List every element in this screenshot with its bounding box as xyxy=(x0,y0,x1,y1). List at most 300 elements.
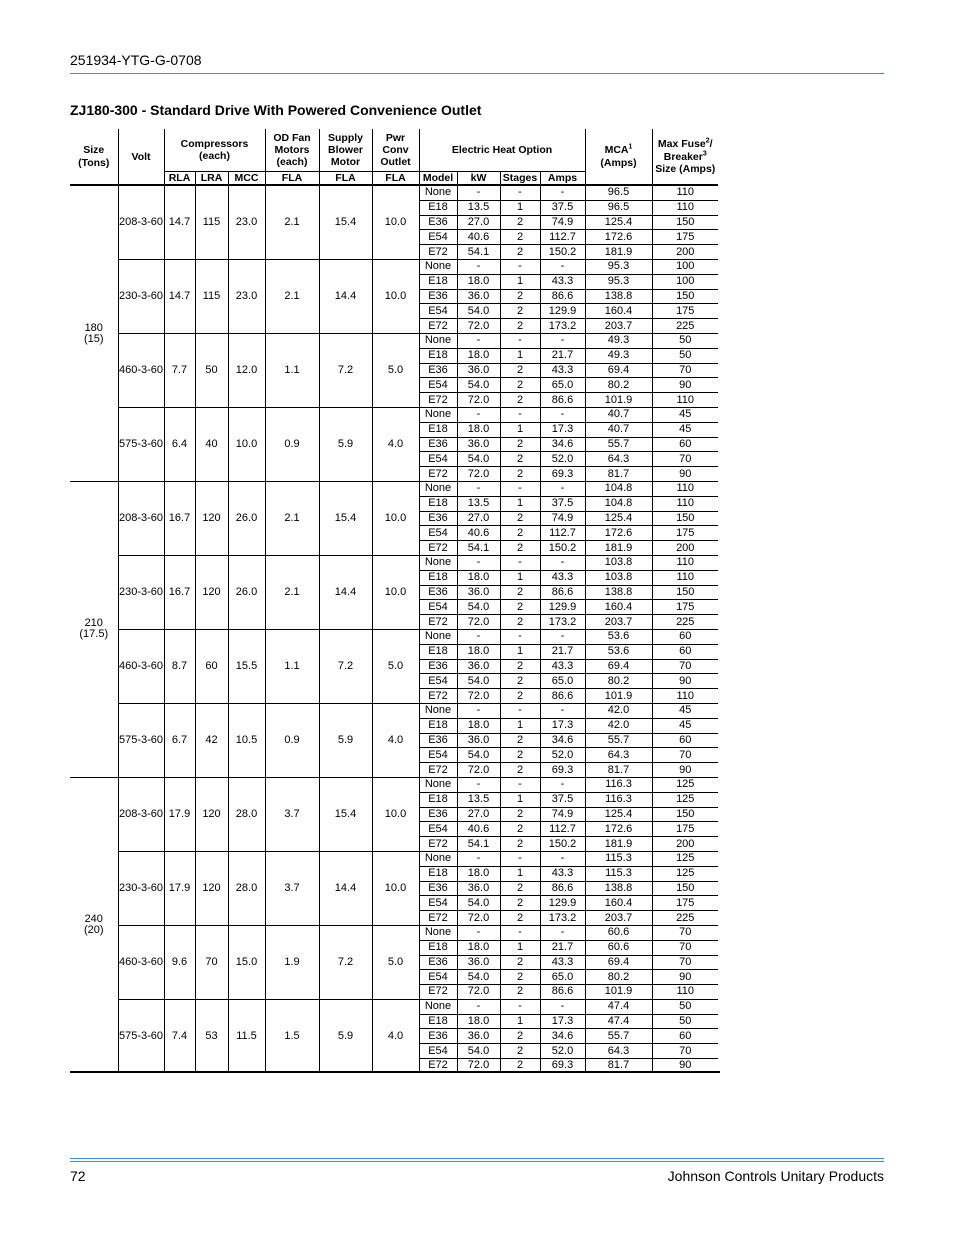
pwr-conv-fla-cell: 5.0 xyxy=(372,629,419,703)
mca-cell: 138.8 xyxy=(585,289,652,304)
kw-cell: 36.0 xyxy=(457,289,500,304)
amps-cell: - xyxy=(540,482,585,497)
kw-cell: - xyxy=(457,408,500,423)
stages-cell: 1 xyxy=(500,940,540,955)
stages-cell: 2 xyxy=(500,763,540,778)
stages-cell: - xyxy=(500,185,540,200)
volt-cell: 460-3-60 xyxy=(118,629,164,703)
od-fan-fla-cell: 0.9 xyxy=(265,408,319,482)
model-cell: E18 xyxy=(419,496,457,511)
stages-cell: - xyxy=(500,260,540,275)
mca-cell: 125.4 xyxy=(585,807,652,822)
electrical-data-table xyxy=(70,129,718,1073)
kw-cell: 54.0 xyxy=(457,748,500,763)
amps-cell: 37.5 xyxy=(540,792,585,807)
size-tons: (17.5) xyxy=(79,628,109,641)
mca-cell: 81.7 xyxy=(585,1059,652,1073)
max-fuse-cell: 90 xyxy=(679,1059,692,1072)
section-title: ZJ180-300 - Standard Drive With Powered Convenience Outlet xyxy=(70,102,482,118)
max-fuse-cell: 125 xyxy=(652,777,718,792)
od-fan-fla-cell: 3.7 xyxy=(265,777,319,851)
amps-cell: - xyxy=(540,185,585,200)
stages-cell: - xyxy=(500,555,540,570)
amps-cell: 112.7 xyxy=(540,230,585,245)
stages-cell: 2 xyxy=(500,541,540,556)
mcc-cell: 15.5 xyxy=(228,629,265,703)
header-mca xyxy=(585,129,652,185)
stages-cell: 2 xyxy=(500,985,540,1000)
max-fuse-cell: 50 xyxy=(652,1014,718,1029)
stages-cell: 2 xyxy=(500,511,540,526)
od-fan-fla-cell: 2.1 xyxy=(265,260,319,334)
kw-cell: 18.0 xyxy=(457,570,500,585)
header-mca-unit: (Amps) xyxy=(600,156,637,169)
lra-cell: 40 xyxy=(195,408,228,482)
max-fuse-cell: 45 xyxy=(652,408,718,423)
lra-cell: 53 xyxy=(195,999,228,1072)
pwr-conv-fla-cell: 10.0 xyxy=(372,555,419,629)
volt-cell: 575-3-60 xyxy=(118,703,164,777)
mca-cell: 64.3 xyxy=(585,748,652,763)
kw-cell: - xyxy=(457,777,500,792)
kw-cell: 40.6 xyxy=(457,526,500,541)
stages-cell: 1 xyxy=(500,792,540,807)
amps-cell: 69.3 xyxy=(540,467,585,482)
header-breaker-label: / Breaker xyxy=(663,138,713,163)
model-cell: E36 xyxy=(419,807,457,822)
header-volt: Volt xyxy=(118,129,164,185)
stages-cell: 2 xyxy=(500,1029,540,1044)
mcc-cell: 26.0 xyxy=(228,555,265,629)
amps-cell: 65.0 xyxy=(540,970,585,985)
max-fuse-cell: 150 xyxy=(652,807,718,822)
kw-cell: 13.5 xyxy=(457,200,500,215)
mca-cell: 69.4 xyxy=(585,363,652,378)
lra-cell: 120 xyxy=(195,777,228,851)
rla-cell: 7.4 xyxy=(164,999,195,1072)
pwr-conv-fla-cell: 5.0 xyxy=(372,334,419,408)
mca-cell: 47.4 xyxy=(585,1014,652,1029)
model-cell: E54 xyxy=(419,1044,457,1059)
rla-cell: 17.9 xyxy=(164,777,195,851)
model-cell: E18 xyxy=(419,644,457,659)
model-cell: None xyxy=(419,851,457,866)
max-fuse-cell: 175 xyxy=(652,230,718,245)
stages-cell: 2 xyxy=(500,245,540,260)
model-cell: E72 xyxy=(419,393,457,408)
mca-cell: 69.4 xyxy=(585,659,652,674)
stages-cell: 2 xyxy=(500,955,540,970)
amps-cell: 173.2 xyxy=(540,615,585,630)
mca-cell: 81.7 xyxy=(585,467,652,482)
model-cell: E72 xyxy=(419,615,457,630)
size-cell xyxy=(70,185,118,481)
amps-cell: 69.3 xyxy=(540,1059,585,1073)
kw-cell: - xyxy=(457,629,500,644)
max-fuse-cell: 125 xyxy=(652,851,718,866)
max-fuse-cell: 45 xyxy=(652,422,718,437)
amps-cell: 74.9 xyxy=(540,511,585,526)
mca-cell: 55.7 xyxy=(585,733,652,748)
amps-cell: - xyxy=(540,408,585,423)
max-fuse-cell: 110 xyxy=(652,985,718,1000)
volt-cell: 208-3-60 xyxy=(118,482,164,556)
pwr-conv-fla-cell: 10.0 xyxy=(372,185,419,259)
rla-cell: 6.4 xyxy=(164,408,195,482)
max-fuse-cell: 50 xyxy=(652,334,718,349)
max-fuse-cell: 60 xyxy=(652,437,718,452)
header-amps: Amps xyxy=(540,172,585,186)
kw-cell: 54.1 xyxy=(457,245,500,260)
pwr-conv-fla-cell: 10.0 xyxy=(372,851,419,925)
model-cell: E36 xyxy=(419,659,457,674)
kw-cell: 54.0 xyxy=(457,304,500,319)
table-row xyxy=(70,851,718,866)
kw-cell: 54.0 xyxy=(457,1044,500,1059)
amps-cell: 17.3 xyxy=(540,718,585,733)
mcc-cell: 11.5 xyxy=(228,999,265,1072)
stages-cell: 2 xyxy=(500,615,540,630)
max-fuse-cell: 45 xyxy=(652,703,718,718)
kw-cell: 72.0 xyxy=(457,763,500,778)
mca-cell: 181.9 xyxy=(585,245,652,260)
rla-cell: 16.7 xyxy=(164,482,195,556)
blower-fla-cell: 5.9 xyxy=(319,703,372,777)
rla-cell: 6.7 xyxy=(164,703,195,777)
header-electric-heat: Electric Heat Option xyxy=(419,129,585,172)
max-fuse-cell: 110 xyxy=(652,689,718,704)
mca-cell: 172.6 xyxy=(585,822,652,837)
stages-cell: 2 xyxy=(500,215,540,230)
max-fuse-cell: 90 xyxy=(652,970,718,985)
stages-cell: 2 xyxy=(500,822,540,837)
kw-cell: 54.0 xyxy=(457,600,500,615)
kw-cell: 36.0 xyxy=(457,437,500,452)
max-fuse-cell: 200 xyxy=(652,837,718,852)
mcc-cell: 12.0 xyxy=(228,334,265,408)
model-cell: E18 xyxy=(419,792,457,807)
header-od-fan: OD Fan Motors (each) xyxy=(265,129,319,172)
max-fuse-cell: 110 xyxy=(652,570,718,585)
blower-fla-cell: 7.2 xyxy=(319,629,372,703)
header-size-amps: Size (Amps) xyxy=(655,162,716,175)
stages-cell: 2 xyxy=(500,911,540,926)
max-fuse-cell: 70 xyxy=(652,452,718,467)
amps-cell: 86.6 xyxy=(540,393,585,408)
max-fuse-cell: 60 xyxy=(652,644,718,659)
kw-cell: 72.0 xyxy=(457,689,500,704)
stages-cell: - xyxy=(500,851,540,866)
kw-cell: 13.5 xyxy=(457,496,500,511)
model-cell: E54 xyxy=(419,748,457,763)
stages-cell: 2 xyxy=(500,1059,540,1073)
model-cell: E54 xyxy=(419,674,457,689)
header-rla: RLA xyxy=(164,172,195,186)
blower-fla-cell: 7.2 xyxy=(319,334,372,408)
mca-cell: 125.4 xyxy=(585,511,652,526)
amps-cell: 34.6 xyxy=(540,1029,585,1044)
volt-cell: 575-3-60 xyxy=(118,999,164,1072)
stages-cell: 2 xyxy=(500,230,540,245)
mca-cell: 55.7 xyxy=(585,1029,652,1044)
table-row xyxy=(70,925,718,940)
stages-cell: 2 xyxy=(500,970,540,985)
kw-cell: 72.0 xyxy=(457,393,500,408)
max-fuse-cell: 200 xyxy=(652,245,718,260)
amps-cell: - xyxy=(540,555,585,570)
mca-cell: 95.3 xyxy=(585,274,652,289)
amps-cell: 86.6 xyxy=(540,289,585,304)
amps-cell: - xyxy=(540,334,585,349)
amps-cell: 69.3 xyxy=(540,763,585,778)
amps-cell: 86.6 xyxy=(540,689,585,704)
stages-cell: 2 xyxy=(500,659,540,674)
stages-cell: 2 xyxy=(500,807,540,822)
stages-cell: 2 xyxy=(500,304,540,319)
max-fuse-cell: 175 xyxy=(652,526,718,541)
kw-cell: 40.6 xyxy=(457,822,500,837)
header-kw: kW xyxy=(457,172,500,186)
kw-cell: 54.1 xyxy=(457,837,500,852)
volt-cell: 230-3-60 xyxy=(118,260,164,334)
max-fuse-cell: 110 xyxy=(652,482,718,497)
blower-fla-cell: 15.4 xyxy=(319,185,372,259)
max-fuse-cell: 175 xyxy=(652,822,718,837)
model-cell: E54 xyxy=(419,230,457,245)
mca-cell: 138.8 xyxy=(585,585,652,600)
kw-cell: 54.0 xyxy=(457,378,500,393)
stages-cell: 2 xyxy=(500,452,540,467)
stages-cell: 2 xyxy=(500,378,540,393)
max-fuse-cell: 70 xyxy=(652,925,718,940)
model-cell: None xyxy=(419,408,457,423)
table-row xyxy=(70,629,718,644)
max-fuse-cell: 45 xyxy=(652,718,718,733)
kw-cell: 36.0 xyxy=(457,659,500,674)
header-od-fla: FLA xyxy=(265,172,319,186)
volt-cell: 208-3-60 xyxy=(118,777,164,851)
stages-cell: 1 xyxy=(500,866,540,881)
amps-cell: 43.3 xyxy=(540,866,585,881)
od-fan-fla-cell: 3.7 xyxy=(265,851,319,925)
kw-cell: 36.0 xyxy=(457,955,500,970)
mca-cell: 104.8 xyxy=(585,482,652,497)
stages-cell: 1 xyxy=(500,348,540,363)
model-cell: E36 xyxy=(419,363,457,378)
lra-cell: 120 xyxy=(195,555,228,629)
model-cell: E72 xyxy=(419,467,457,482)
header-mcc: MCC xyxy=(228,172,265,186)
max-fuse-cell: 70 xyxy=(652,363,718,378)
kw-cell: 72.0 xyxy=(457,911,500,926)
model-cell: E72 xyxy=(419,837,457,852)
kw-cell: 13.5 xyxy=(457,792,500,807)
max-fuse-cell: 110 xyxy=(652,185,718,200)
size-cell xyxy=(70,777,118,1072)
stages-cell: 2 xyxy=(500,585,540,600)
model-cell: E72 xyxy=(419,911,457,926)
od-fan-fla-cell: 2.1 xyxy=(265,185,319,259)
blower-fla-cell: 15.4 xyxy=(319,777,372,851)
mca-cell: 116.3 xyxy=(585,777,652,792)
max-fuse-cell: 150 xyxy=(652,585,718,600)
kw-cell: 36.0 xyxy=(457,881,500,896)
volt-cell: 230-3-60 xyxy=(118,555,164,629)
max-fuse-cell: 150 xyxy=(652,511,718,526)
rla-cell: 7.7 xyxy=(164,334,195,408)
header-max-fuse xyxy=(652,129,718,185)
size-tons: (15) xyxy=(83,332,104,345)
stages-cell: 2 xyxy=(500,289,540,304)
stages-cell: 1 xyxy=(500,644,540,659)
kw-cell: 18.0 xyxy=(457,866,500,881)
mcc-cell: 10.0 xyxy=(228,408,265,482)
model-cell: E54 xyxy=(419,600,457,615)
kw-cell: 36.0 xyxy=(457,363,500,378)
rla-cell: 17.9 xyxy=(164,851,195,925)
stages-cell: - xyxy=(500,703,540,718)
header-stages: Stages xyxy=(500,172,540,186)
stages-cell: 2 xyxy=(500,363,540,378)
mca-cell: 203.7 xyxy=(585,319,652,334)
mca-cell: 138.8 xyxy=(585,881,652,896)
stages-cell: - xyxy=(500,482,540,497)
size-value: 240 xyxy=(84,913,103,926)
model-cell: E36 xyxy=(419,733,457,748)
table-row xyxy=(70,777,718,792)
max-fuse-cell: 60 xyxy=(652,1029,718,1044)
stages-cell: 2 xyxy=(500,733,540,748)
pwr-conv-fla-cell: 4.0 xyxy=(372,999,419,1072)
model-cell: E54 xyxy=(419,822,457,837)
amps-cell: - xyxy=(540,777,585,792)
max-fuse-cell: 70 xyxy=(652,1044,718,1059)
mca-cell: 115.3 xyxy=(585,866,652,881)
amps-cell: 65.0 xyxy=(540,378,585,393)
lra-cell: 60 xyxy=(195,629,228,703)
model-cell: None xyxy=(419,555,457,570)
max-fuse-cell: 110 xyxy=(652,496,718,511)
max-fuse-cell: 175 xyxy=(652,896,718,911)
table-row xyxy=(70,408,718,423)
header-mca-footnote: 1 xyxy=(628,143,633,151)
mca-cell: 203.7 xyxy=(585,911,652,926)
mca-cell: 64.3 xyxy=(585,452,652,467)
stages-cell: - xyxy=(500,629,540,644)
stages-cell: 2 xyxy=(500,600,540,615)
mca-cell: 116.3 xyxy=(585,792,652,807)
kw-cell: 54.0 xyxy=(457,896,500,911)
table-row xyxy=(70,185,718,200)
blower-fla-cell: 15.4 xyxy=(319,482,372,556)
mcc-cell: 10.5 xyxy=(228,703,265,777)
stages-cell: 1 xyxy=(500,200,540,215)
kw-cell: 36.0 xyxy=(457,1029,500,1044)
amps-cell: 74.9 xyxy=(540,215,585,230)
kw-cell: 18.0 xyxy=(457,644,500,659)
max-fuse-cell: 50 xyxy=(652,348,718,363)
blower-fla-cell: 14.4 xyxy=(319,851,372,925)
model-cell: E36 xyxy=(419,881,457,896)
pwr-conv-fla-cell: 10.0 xyxy=(372,482,419,556)
od-fan-fla-cell: 0.9 xyxy=(265,703,319,777)
amps-cell: 52.0 xyxy=(540,1044,585,1059)
mca-cell: 203.7 xyxy=(585,615,652,630)
amps-cell: 34.6 xyxy=(540,733,585,748)
header-pwr-conv: Pwr Conv Outlet xyxy=(372,129,419,172)
amps-cell: 86.6 xyxy=(540,985,585,1000)
kw-cell: 72.0 xyxy=(457,1059,500,1073)
mca-cell: 42.0 xyxy=(585,703,652,718)
max-fuse-cell: 150 xyxy=(652,215,718,230)
kw-cell: 27.0 xyxy=(457,215,500,230)
stages-cell: - xyxy=(500,408,540,423)
amps-cell: - xyxy=(540,851,585,866)
header-compressors: Compressors (each) xyxy=(164,129,265,172)
mca-cell: 96.5 xyxy=(585,185,652,200)
blower-fla-cell: 14.4 xyxy=(319,260,372,334)
max-fuse-cell: 175 xyxy=(652,304,718,319)
amps-cell: - xyxy=(540,629,585,644)
volt-cell: 575-3-60 xyxy=(118,408,164,482)
stages-cell: 2 xyxy=(500,1044,540,1059)
model-cell: None xyxy=(419,334,457,349)
amps-cell: 129.9 xyxy=(540,896,585,911)
max-fuse-cell: 200 xyxy=(652,541,718,556)
amps-cell: 43.3 xyxy=(540,570,585,585)
kw-cell: - xyxy=(457,482,500,497)
model-cell: E36 xyxy=(419,585,457,600)
amps-cell: 43.3 xyxy=(540,955,585,970)
amps-cell: 34.6 xyxy=(540,437,585,452)
od-fan-fla-cell: 1.5 xyxy=(265,999,319,1072)
mca-cell: 95.3 xyxy=(585,260,652,275)
stages-cell: 2 xyxy=(500,467,540,482)
mca-cell: 125.4 xyxy=(585,215,652,230)
kw-cell: 72.0 xyxy=(457,615,500,630)
stages-cell: 2 xyxy=(500,896,540,911)
amps-cell: 37.5 xyxy=(540,200,585,215)
kw-cell: - xyxy=(457,703,500,718)
max-fuse-cell: 110 xyxy=(652,393,718,408)
model-cell: E54 xyxy=(419,896,457,911)
table-body xyxy=(70,185,718,1073)
max-fuse-cell: 70 xyxy=(652,955,718,970)
stages-cell: 2 xyxy=(500,689,540,704)
footer-company: Johnson Controls Unitary Products xyxy=(667,1168,884,1184)
model-cell: E72 xyxy=(419,319,457,334)
max-fuse-cell: 100 xyxy=(652,274,718,289)
max-fuse-cell: 225 xyxy=(652,615,718,630)
stages-cell: 1 xyxy=(500,422,540,437)
amps-cell: 17.3 xyxy=(540,1014,585,1029)
mca-cell: 49.3 xyxy=(585,348,652,363)
amps-cell: 65.0 xyxy=(540,674,585,689)
model-cell: None xyxy=(419,925,457,940)
amps-cell: 112.7 xyxy=(540,822,585,837)
size-tons: (20) xyxy=(83,924,104,937)
kw-cell: 27.0 xyxy=(457,807,500,822)
max-fuse-cell: 90 xyxy=(652,378,718,393)
amps-cell: 17.3 xyxy=(540,422,585,437)
od-fan-fla-cell: 1.1 xyxy=(265,629,319,703)
lra-cell: 120 xyxy=(195,482,228,556)
lra-cell: 50 xyxy=(195,334,228,408)
lra-cell: 70 xyxy=(195,925,228,999)
kw-cell: 27.0 xyxy=(457,511,500,526)
blower-fla-cell: 5.9 xyxy=(319,999,372,1072)
max-fuse-cell: 100 xyxy=(652,260,718,275)
